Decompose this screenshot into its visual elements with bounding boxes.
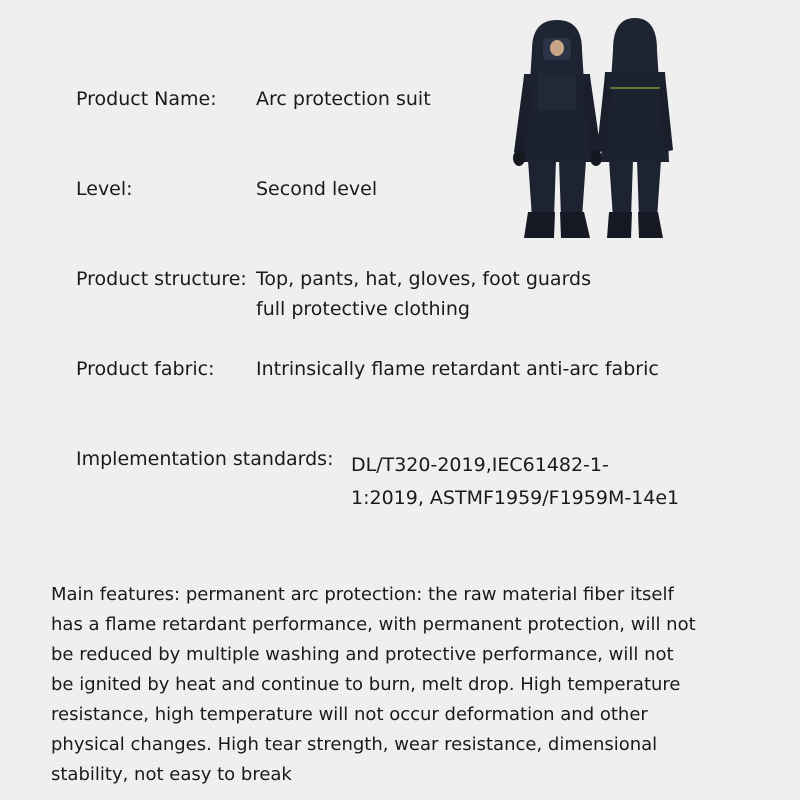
- spec-value: Top, pants, hat, gloves, foot guards full protective clothing: [256, 268, 592, 320]
- suit-front-view: [510, 12, 605, 248]
- spec-label: Product Name:: [76, 88, 217, 110]
- spec-label: Level:: [76, 178, 133, 200]
- spec-value: Arc protection suit: [256, 88, 431, 110]
- suit-back-view: [595, 12, 675, 248]
- spec-value: Second level: [256, 178, 378, 200]
- spec-label: Product fabric:: [76, 358, 215, 380]
- spec-label: Product structure:: [76, 268, 247, 290]
- spec-value: DL/T320-2019,IEC61482-1-1:2019, ASTMF1959/F1959M-14e1: [351, 454, 680, 509]
- spec-value: Intrinsically flame retardant anti-arc fabric: [256, 358, 659, 380]
- main-features-text: Main features: permanent arc protection: the raw material fiber itself has a flame retardant performance, with permanent protection, will not be reduced by multiple washing and protective performance, will not be ignited by heat and continue to burn, melt drop. High temperature resistance, high temperature will not occur deformation and other physical changes. High tear strength, wear resistance, dimensional stability, not easy to break: [51, 584, 696, 785]
- spec-label: Implementation standards:: [76, 448, 334, 470]
